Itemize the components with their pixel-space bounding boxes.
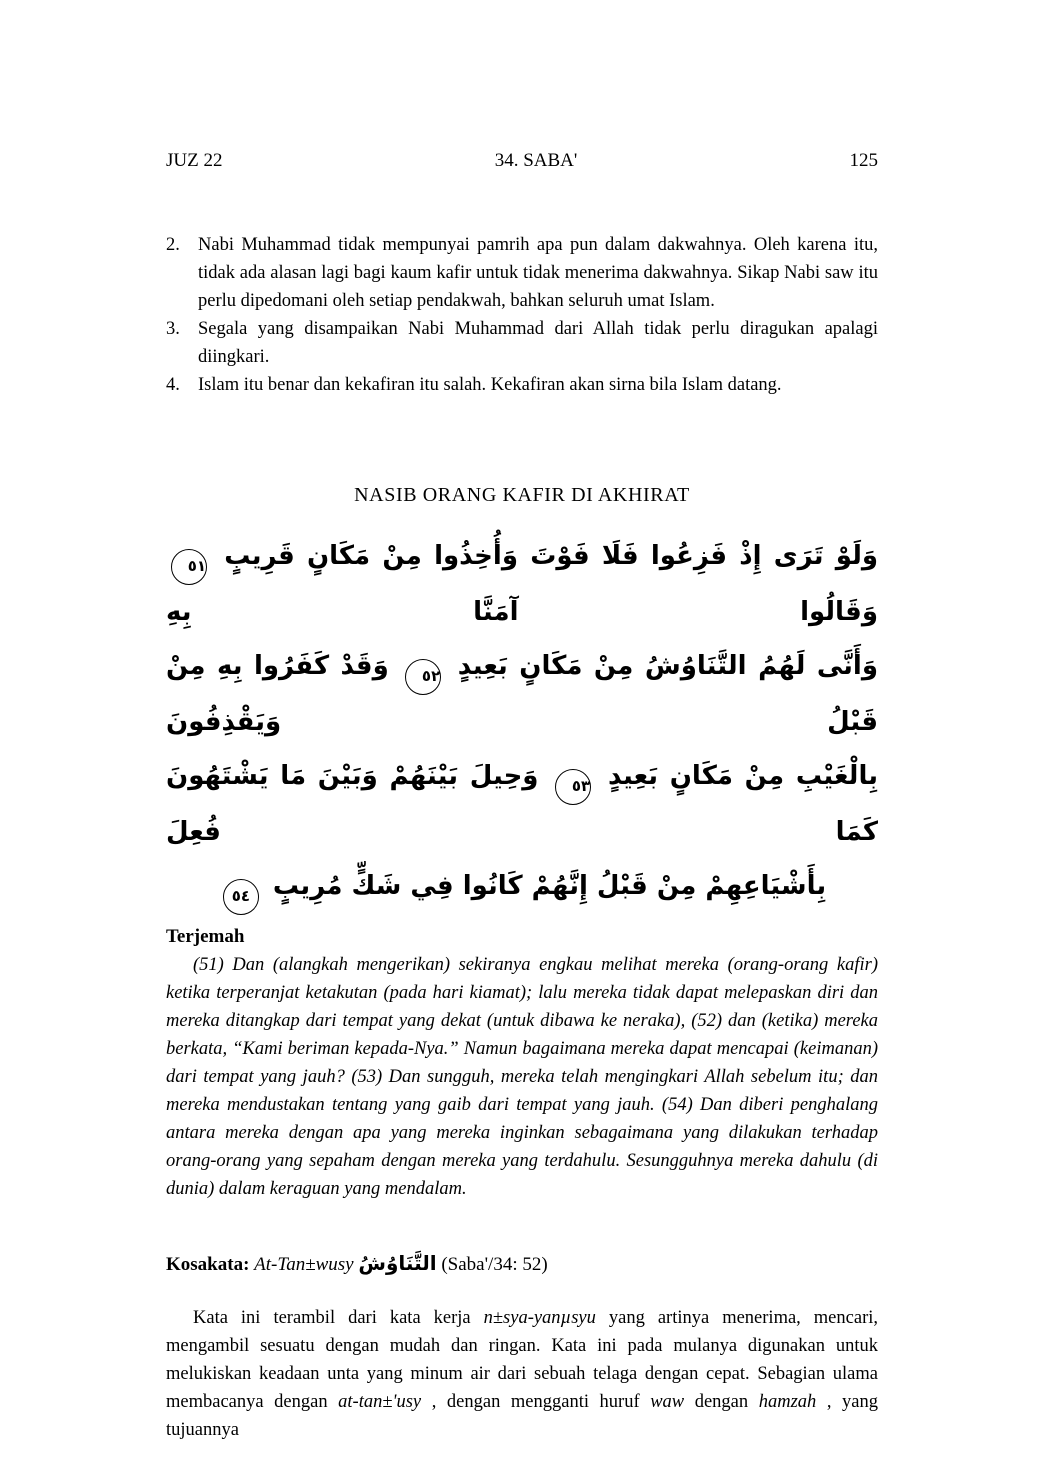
quran-verse-line [166, 529, 878, 639]
list-item-number: 3. [166, 319, 180, 339]
quran-verse-line [166, 859, 878, 915]
quran-verse-text: وَأَنَّى لَهُمُ التَّنَاوُشُ مِنْ مَكَانٍ بَعِيدٍ [457, 651, 878, 681]
list-item-text: Islam itu benar dan kekafiran itu salah. Kekafiran akan sirna bila Islam datang. [198, 375, 782, 395]
body-text-segment: dengan [694, 1392, 759, 1412]
quran-verse-line [166, 749, 878, 859]
translation-text: (51) Dan (alangkah mengerikan) sekiranya engkau melihat mereka (orang-orang kafir) ketika terperanjat ketakutan (pada hari kiamat); lalu mereka tidak dapat melepaskan diri dan mereka ditangkap dari tempat yang dekat (untuk dibawa ke neraka), (52) dan (ketika) mereka berkata, “Kami beriman kepada-Nya.” Namun bagaimana mereka dapat mencapai (keimanan) dari tempat yang jauh? (53) Dan sungguh, mereka telah mengingkari Allah sebelum itu; dan mereka mendustakan tentang yang gaib dari tempat yang jauh. (54) Dan diberi penghalang antara mereka dengan apa yang mereka inginkan sebagaimana yang dilakukan terhadap orang-orang yang sepaham dengan mereka yang terdahulu. Sesungguhnya mereka dahulu (di dunia) dalam keraguan yang mendalam. [166, 955, 878, 1199]
body-text-segment: yang artinya menerima, mencari, mengambil sesuatu dengan mudah dan ringan. Kata ini pada mulanya digunakan untuk melukiskan keadaan unta yang minum air dari sebuah telaga dengan cepat. Sebagian ulama membacanya dengan [166, 1308, 878, 1412]
header-page-number: 125 [849, 150, 878, 171]
ayah-number-medallion: ٥١ [171, 549, 207, 585]
header-surah-title: 34. SABA' [494, 150, 578, 171]
quran-verse-text: بِالْغَيْبِ مِنْ مَكَانٍ بَعِيدٍ [607, 761, 878, 791]
kosakata-reference: (Saba'/34: 52) [441, 1254, 548, 1275]
kosakata-term: At-Tan±wusy [254, 1254, 359, 1275]
list-item-number: 2. [166, 235, 180, 255]
body-term-italic: waw [650, 1392, 685, 1412]
list-item [166, 315, 878, 371]
quran-verses-block [166, 529, 878, 915]
quran-verse-text: وَقَدْ كَفَرُوا بِهِ مِنْ قَبْلُ وَيَقْذِفُونَ [166, 651, 878, 737]
header-juz-label: JUZ 22 [166, 150, 223, 171]
quran-verse-text: وَقَالُوا آمَنَّا بِهِ [166, 597, 878, 627]
list-item-text: Segala yang disampaikan Nabi Muhammad dari Allah tidak perlu diragukan apalagi diingkari. [198, 319, 878, 367]
running-header [166, 147, 878, 175]
quran-verse-line [166, 639, 878, 749]
body-term-italic: n±sya-yanµsyu [483, 1308, 596, 1328]
kosakata-label: Kosakata: [166, 1254, 255, 1275]
quran-verse-text: وَحِيلَ بَيْنَهُمْ وَبَيْنَ مَا يَشْتَهُونَ كَمَا فُعِلَ [166, 761, 878, 847]
list-item-number: 4. [166, 375, 180, 395]
body-term-italic: at-tan±'usy [338, 1392, 422, 1412]
list-item [166, 231, 878, 315]
ayah-number-medallion: ٥٤ [223, 879, 259, 915]
body-text-segment: Kata ini terambil dari kata kerja [193, 1308, 484, 1328]
section-title: NASIB ORANG KAFIR DI AKHIRAT [354, 484, 690, 506]
ayah-number-medallion: ٥٢ [405, 659, 441, 695]
ayah-number-medallion: ٥٣ [555, 769, 591, 805]
body-paragraph [166, 1304, 878, 1444]
quran-verse-text: بِأَشْيَاعِهِمْ مِنْ قَبْلُ إِنَّهُمْ كَانُوا فِي شَكٍّ مُرِيبٍ [272, 871, 827, 901]
body-text-segment: , dengan mengganti huruf [431, 1392, 651, 1412]
body-text-segment: , yang tujuannya [166, 1392, 879, 1440]
kosakata-line [166, 1248, 878, 1280]
list-item-text: Nabi Muhammad tidak mempunyai pamrih apa pun dalam dakwahnya. Oleh karena itu, tidak ada alasan lagi bagi kaum kafir untuk tidak menerima dakwahnya. Sikap Nabi saw itu perlu dipedomani oleh setiap pendakwah, bahkan seluruh umat Islam. [198, 235, 878, 311]
list-item [166, 371, 878, 399]
terjemah-heading: Terjemah [166, 926, 245, 947]
numbered-list [166, 231, 878, 399]
kosakata-arabic-word: التَّنَاوُشُ [358, 1251, 437, 1275]
quran-verse-text: وَلَوْ تَرَى إِذْ فَزِعُوا فَلَا فَوْتَ وَأُخِذُوا مِنْ مَكَانٍ قَرِيبٍ [224, 541, 878, 571]
body-term-italic: hamzah [758, 1392, 817, 1412]
